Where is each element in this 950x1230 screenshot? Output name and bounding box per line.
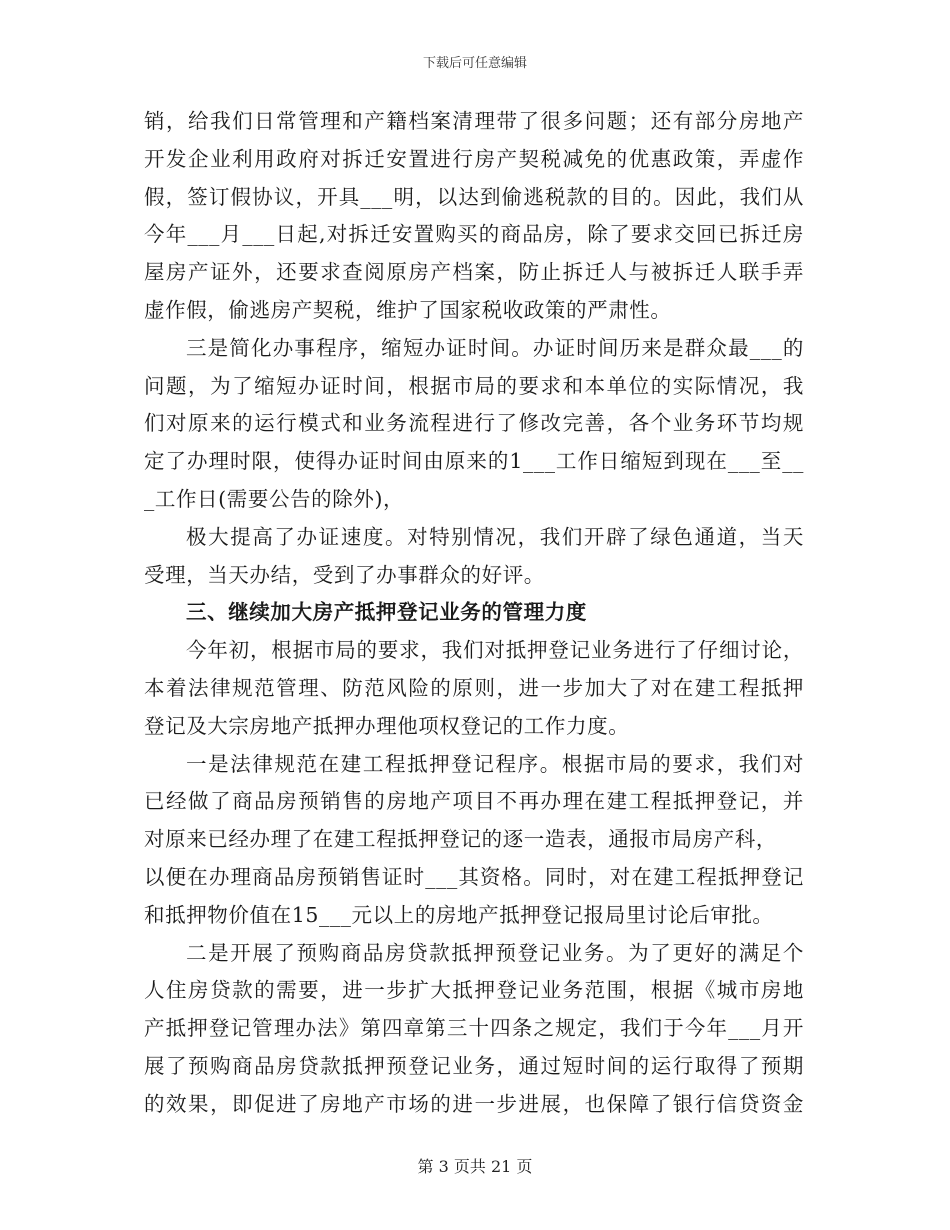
- body-line: 受理，当天办结，受到了办事群众的好评。: [144, 562, 545, 587]
- body-line: 本着法律规范管理、防范风险的原则，进一步加大了对在建工程抵押: [144, 675, 804, 700]
- body-line: 开发企业利用政府对拆迁安置进行房产契税减免的优惠政策，弄虚作: [144, 146, 804, 171]
- page-number: 第 3 页共 21 页: [417, 1157, 533, 1176]
- body-line: 展了预购商品房贷款抵押预登记业务，通过短时间的运行取得了预期: [144, 1053, 804, 1078]
- body-line: 定了办理时限，使得办证时间由原来的1___工作日缩短到现在___至__: [144, 449, 804, 474]
- paragraph-first-line: 极大提高了办证速度。对特别情况，我们开辟了绿色通道，当天: [186, 524, 804, 549]
- body-line: 销，给我们日常管理和产籍档案清理带了很多问题；还有部分房地产: [144, 109, 804, 133]
- page-header: 下载后可任意编辑: [422, 56, 527, 71]
- body-line: 已经做了商品房预销售的房地产项目不再办理在建工程抵押登记，并: [144, 789, 804, 814]
- paragraph-first-line: 一是法律规范在建工程抵押登记程序。根据市局的要求，我们对: [186, 751, 804, 776]
- body-line: 假，签订假协议，开具___明，以达到偷逃税款的目的。因此，我们从: [144, 184, 804, 209]
- paragraph-first-line: 今年初，根据市局的要求，我们对抵押登记业务进行了仔细讨论，: [186, 638, 804, 663]
- body-line: 们对原来的运行模式和业务流程进行了修改完善，各个业务环节均规: [144, 411, 804, 436]
- body-line: _工作日(需要公告的除外)，: [144, 486, 405, 511]
- section-heading: 三、继续加大房产抵押登记业务的管理力度: [186, 600, 587, 625]
- body-line: 产抵押登记管理办法》第四章第三十四条之规定，我们于今年___月开: [144, 1016, 804, 1041]
- body-line: 虚作假，偷逃房产契税，维护了国家税收政策的严肃性。: [144, 297, 672, 322]
- body-line: 问题，为了缩短办证时间，根据市局的要求和本单位的实际情况，我: [144, 373, 804, 398]
- paragraph-first-line: 三是简化办事程序，缩短办证时间。办证时间历来是群众最___的: [186, 335, 804, 360]
- body-line: 对原来已经办理了在建工程抵押登记的逐一造表，通报市局房产科，: [144, 827, 777, 852]
- body-line: 和抵押物价值在15___元以上的房地产抵押登记报局里讨论后审批。: [144, 902, 774, 927]
- body-line: 人住房贷款的需要，进一步扩大抵押登记业务范围，根据《城市房地: [144, 978, 804, 1003]
- document-body: [144, 103, 804, 1124]
- body-line: 登记及大宗房地产抵押办理他项权登记的工作力度。: [144, 713, 630, 738]
- body-line: 以便在办理商品房预销售证时___其资格。同时，对在建工程抵押登记: [144, 864, 804, 889]
- body-line: 的效果，即促进了房地产市场的进一步进展，也保障了银行信贷资金: [144, 1091, 804, 1116]
- paragraph-first-line: 二是开展了预购商品房贷款抵押预登记业务。为了更好的满足个: [186, 940, 804, 965]
- body-line: 今年___月___日起,对拆迁安置购买的商品房，除了要求交回已拆迁房: [144, 222, 804, 247]
- body-line: 屋房产证外，还要求查阅原房产档案，防止拆迁人与被拆迁人联手弄: [144, 260, 804, 285]
